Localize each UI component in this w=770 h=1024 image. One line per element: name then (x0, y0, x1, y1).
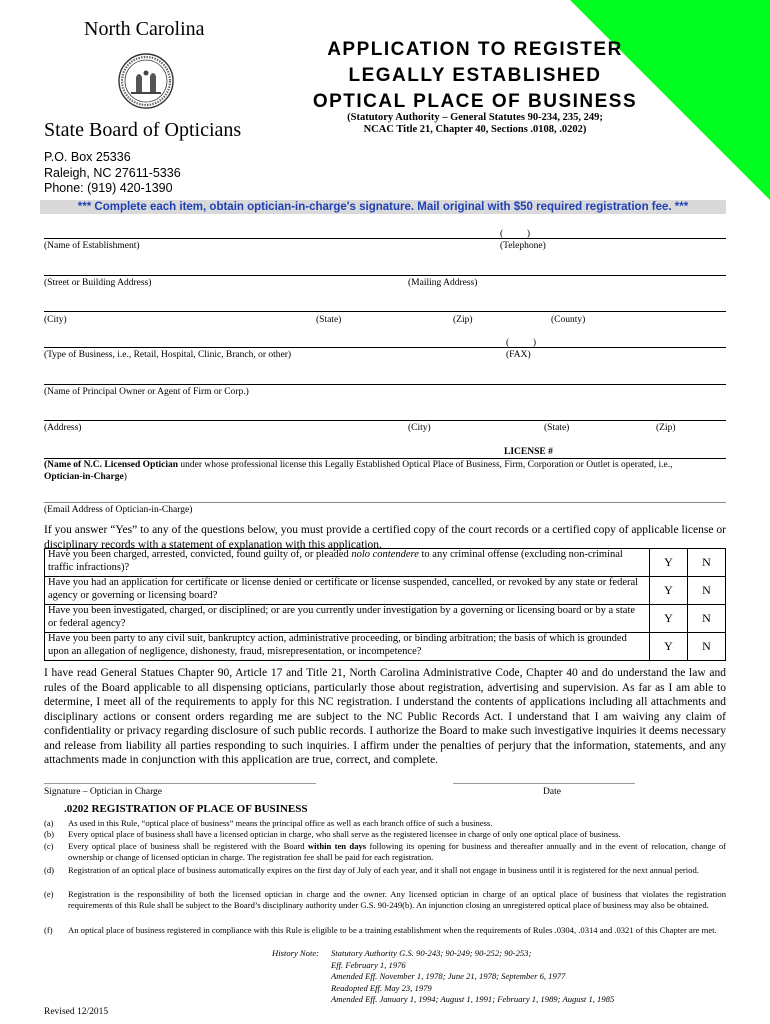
rule-item: (d) Registration of an optical place of business automatically expires on the first day of July of each year, and it shall not engage in business until it is registered for the next annual period. (44, 865, 699, 875)
signature-field[interactable] (44, 783, 316, 784)
title-line-1: APPLICATION TO REGISTER (327, 39, 623, 60)
statute-line-1: (Statutory Authority – General Statutes 90-234, 235, 249; (347, 112, 603, 123)
history-line: Statutory Authority G.S. 90-243; 90-249; 90-252; 90-253; (331, 948, 532, 958)
email-field[interactable] (44, 502, 726, 503)
state-title: North Carolina (84, 18, 205, 40)
address-line-1: P.O. Box 25336 (44, 150, 131, 164)
question-text: Have you had an application for certificate or license denied or certificate or license suspended, cancelled, or revoked by any state or federal agency or governing or licensing board? (45, 577, 650, 605)
title-line-2: LEGALLY ESTABLISHED (348, 65, 602, 86)
rule-item: (a) As used in this Rule, “optical place of business” means the principal office as well as each branch office of such a business. (44, 818, 493, 828)
date-label: Date (543, 787, 561, 797)
board-address (44, 150, 181, 197)
fax-label: (FAX) (506, 350, 531, 360)
rule-item: (b) Every optical place of business shall have a licensed optician in charge, who shall serve as the registered licensee in charge of only one optical place of business. (44, 829, 621, 839)
yes-option[interactable]: Y (650, 605, 688, 633)
question-row (45, 605, 726, 633)
signature-label: Signature – Optician in Charge (44, 787, 163, 797)
history-line: Amended Eff. November 1, 1978; June 21, 1978; September 6, 1977 (331, 971, 566, 981)
address-label: (Address) (44, 423, 82, 433)
establishment-name-field[interactable] (44, 238, 726, 239)
yes-option[interactable]: Y (650, 577, 688, 605)
question-row (45, 633, 726, 661)
telephone-label: (Telephone) (500, 241, 546, 251)
history-line: Readopted Eff. May 23, 1979 (331, 983, 432, 993)
statute-line-2: NCAC Title 21, Chapter 40, Sections .0108, .0202) (363, 124, 587, 135)
no-option[interactable]: N (688, 549, 726, 577)
question-text: Have you been investigated, charged, or disciplined; or are you currently under investigation by a governing or licensing board or by a state or federal agency? (45, 605, 650, 633)
street-address-field[interactable] (44, 275, 726, 276)
no-option[interactable]: N (688, 577, 726, 605)
county-label: (County) (551, 315, 586, 325)
business-type-label: (Type of Business, i.e., Retail, Hospital, Clinic, Branch, or other) (44, 350, 292, 360)
address-line-2: Raleigh, NC 27611-5336 (44, 165, 181, 180)
attestation-text: I have read General Statues Chapter 90, Article 17 and Title 21, North Carolina Administrative Code, Chapter 40 and do understand the law and rules of the Board applicable to all dispensing opticians, particularly those about registration, advertising and supervision. As far as I am able to determine, I meet all of the requirements to apply for this NC registration. I understand the contents of applications including all attachments and disciplinary actions or consent orders regarding me are subject to the NC Public Records Act. I understand that I am waiving any claim of confidentiality or privacy regarding disclosure of such public records. I authorize the Board to make such investigative inquiries it deems necessary and release from liability all parties responding to such inquiries. I affirm under the penalties of perjury that the information, statements, and any attachments made in conjunction with this application are true, correct, and complete. (44, 667, 726, 766)
date-field[interactable] (453, 783, 635, 784)
yes-option[interactable]: Y (650, 549, 688, 577)
state-seal-icon (117, 52, 175, 110)
state2-label: (State) (544, 423, 570, 433)
yes-option[interactable]: Y (650, 633, 688, 661)
rule-heading: .0202 REGISTRATION OF PLACE OF BUSINESS (64, 803, 308, 815)
title-line-3: OPTICAL PLACE OF BUSINESS (312, 91, 638, 112)
application-title (290, 37, 660, 115)
licensed-optician-rest: under whose professional license this Legally Established Optical Place of Business, Firm, Corporation or Outlet is operated, i.e., (178, 460, 673, 470)
history-line: Amended Eff. January 1, 1994; August 1, 1991; February 1, 1989; August 1, 1985 (331, 994, 615, 1004)
license-number-label: LICENSE # (504, 447, 553, 457)
question-row (45, 577, 726, 605)
licensed-optician-label: (Name of N.C. Licensed Optician under whose professional license this Legally Established Optical Place of Business, Firm, Corporation or Outlet is operated, i.e., Optician-in-Charge) (44, 460, 673, 482)
zip2-label: (Zip) (656, 423, 676, 433)
optician-in-charge-label: Optician-in-Charge (44, 471, 124, 482)
licensed-optician-bold: (Name of N.C. Licensed Optician (44, 460, 179, 470)
city-label: (City) (44, 315, 67, 325)
street-label: (Street or Building Address) (44, 278, 152, 288)
owner-address-field[interactable] (44, 420, 726, 421)
rule-item: (c) Every optical place of business shall be registered with the Board within ten days following its opening for business and thereafter annually and in the event of relocation, change of ownership or change of licensed optician in charge. The registration fee shall be paid for each registration. (44, 841, 726, 862)
rule-item: (e) Registration is the responsibility of both the licensed optician in charge and the owner. Any licensed optician in charge of an optical place of business that violates the registration requirements of this Rule shall be subject to the Board’s disciplinary authority under G.S. 90-249(b). An injunction closing an unregistered optical place of business may also be obtained. (44, 889, 726, 910)
no-option[interactable]: N (688, 633, 726, 661)
question-text: Have you been charged, arrested, convicted, found guilty of, or pleaded nolo contendere to any criminal offense (excluding non-criminal traffic infractions)? (45, 549, 650, 577)
questions-table (44, 548, 726, 661)
zip-label: (Zip) (453, 315, 473, 325)
city-state-zip-field[interactable] (44, 311, 726, 312)
telephone-parens: ( ) (500, 229, 531, 239)
licensed-optician-field[interactable] (44, 458, 726, 459)
principal-owner-label: (Name of Principal Owner or Agent of Firm or Corp.) (44, 387, 249, 397)
city2-label: (City) (408, 423, 431, 433)
question-text: Have you been party to any civil suit, bankruptcy action, administrative proceeding, or binding arbitration; the basis of which is grounded upon an allegation of negligence, dishonesty, fraud, misrepresentation, or incompetence? (45, 633, 650, 661)
no-option[interactable]: N (688, 605, 726, 633)
questions-intro: If you answer “Yes” to any of the questions below, you must provide a certified copy of the court records or a certified copy of applicable license or disciplinary records with a statement of explanation with this application. (44, 524, 726, 551)
establishment-name-label: (Name of Establishment) (44, 241, 140, 251)
state-label: (State) (316, 315, 342, 325)
history-line: Eff. February 1, 1976 (331, 960, 406, 970)
mailing-label: (Mailing Address) (408, 278, 478, 288)
fax-parens: ( ) (506, 338, 537, 348)
instruction-banner: *** Complete each item, obtain optician-in-charge's signature. Mail original with $50 required registration fee. *** (40, 200, 726, 214)
history-note-label: History Note: (272, 948, 320, 958)
statutory-authority (300, 112, 650, 136)
rule-item: (f) An optical place of business registered in compliance with this Rule is eligible to be a training establishment when the requirements of Rules .0304, .0314 and .0321 of this Chapter are met. (44, 925, 717, 935)
principal-owner-field[interactable] (44, 384, 726, 385)
revision-date: Revised 12/2015 (44, 1007, 109, 1017)
business-type-field[interactable] (44, 347, 726, 348)
address-line-3: Phone: (919) 420-1390 (44, 181, 173, 195)
question-row (45, 549, 726, 577)
board-title: State Board of Opticians (44, 119, 242, 141)
email-label: (Email Address of Optician-in-Charge) (44, 505, 193, 515)
